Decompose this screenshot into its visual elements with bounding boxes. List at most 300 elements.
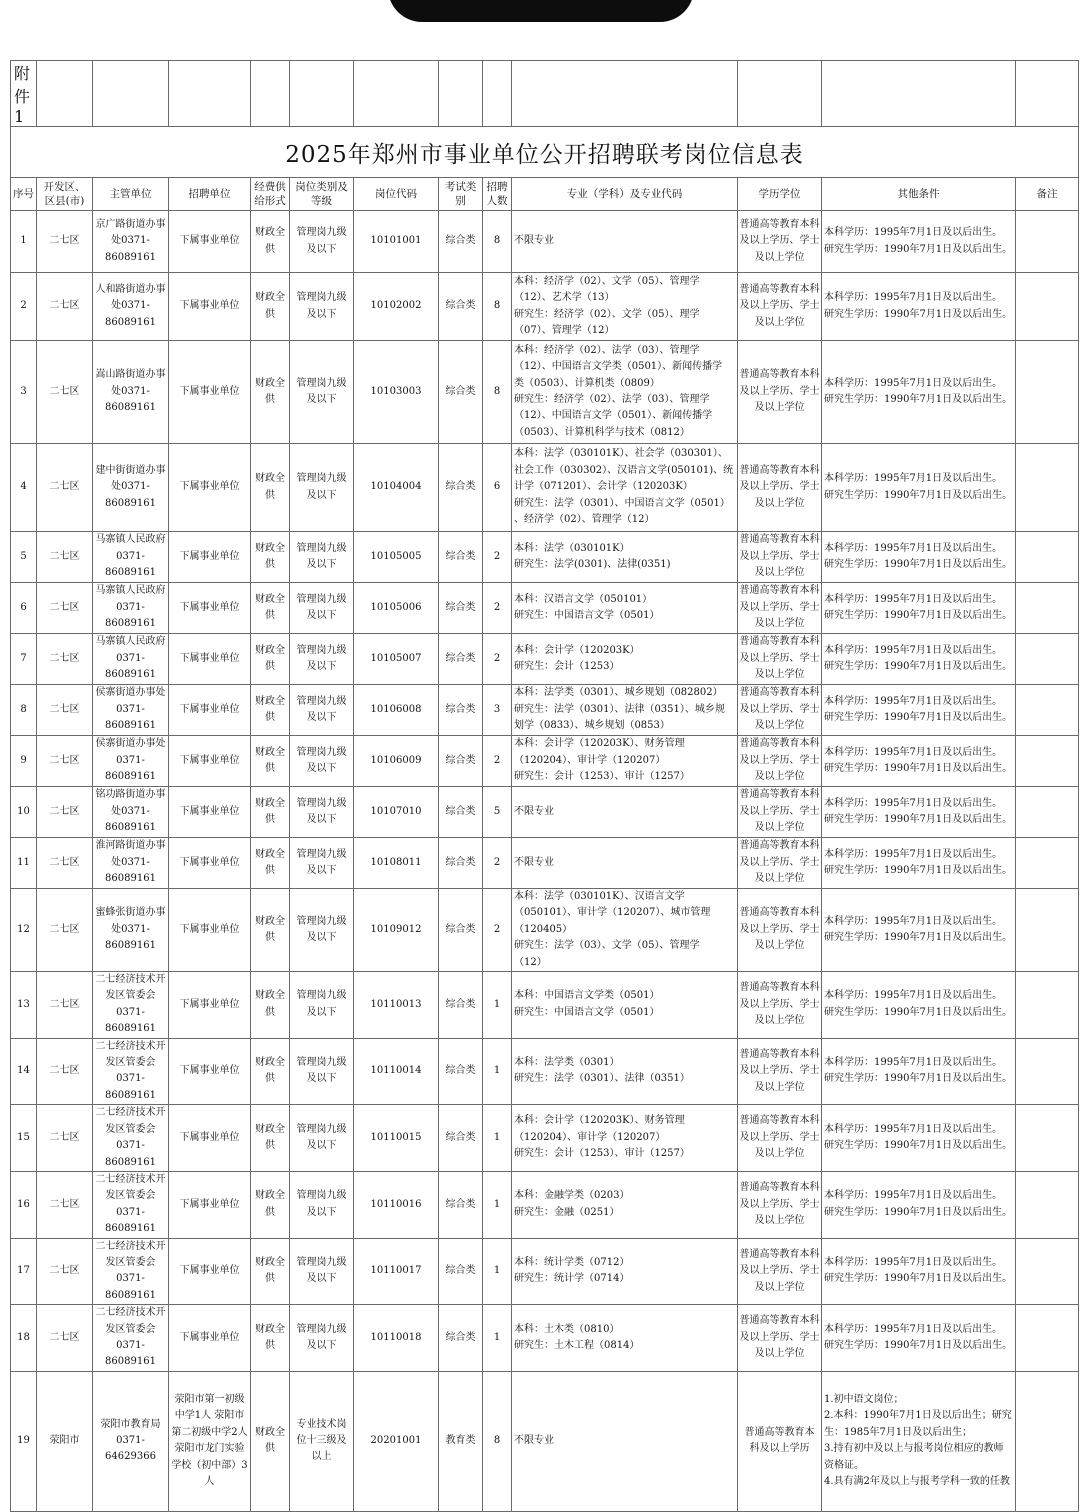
cell-post-type: 管理岗九级及以下 [290, 838, 354, 889]
cell-other-line: 研究生学历：1990年7月1日及以后出生。 [824, 1273, 1013, 1285]
cell-other [822, 736, 1016, 787]
cell-education-line: 普通高等教育本科 [739, 1115, 820, 1127]
cell-major-line: 本科：法学类（0301）、城乡规划（082802） [514, 687, 723, 699]
header-recruiter: 招聘单位 [169, 178, 251, 211]
cell-remark [1016, 736, 1079, 787]
cell-recruiter: 下属事业单位 [169, 273, 251, 341]
cell-major [512, 1038, 738, 1105]
page-title: 2025年郑州市事业单位公开招聘联考岗位信息表 [11, 127, 1079, 178]
cell-remark [1016, 634, 1079, 685]
cell-funding: 财政全供 [251, 634, 290, 685]
cell-education-line: 及以上学历、学士 [739, 601, 820, 613]
cell-education-line: 普通高等教育本科 [739, 738, 820, 750]
cell-major-line: （120204）、审计学（120207） [514, 1131, 666, 1143]
cell-supervisor: 蜜蜂张街道办事处0371-86089161 [93, 889, 169, 972]
cell-other-line: 本科学历：1995年7月1日及以后出生。 [824, 542, 1003, 554]
cell-post-code: 10110015 [354, 1105, 439, 1172]
cell-education-line: 及以上学历、学士 [739, 1265, 820, 1277]
cell-no: 18 [11, 1305, 37, 1372]
table-row [11, 583, 1079, 634]
cell-major-line: （07）、管理学（12） [514, 324, 615, 336]
cell-education-line: 普通高等教育本科 [739, 982, 820, 994]
cell-education-line: 及以上学位 [754, 402, 805, 414]
cell-other-line: 本科学历：1995年7月1日及以后出生。 [824, 1123, 1003, 1135]
cell-education-line: 及以上学位 [754, 1281, 805, 1293]
cell-funding: 财政全供 [251, 972, 290, 1039]
cell-major-line: 研究生：法学（0301）、法律（0351）、城乡规 [514, 703, 725, 715]
header-district: 开发区、区县(市) [37, 178, 93, 211]
cell-major-line: 本科：会计学（120203K）、财务管理 [514, 738, 685, 750]
cell-post-code: 10105007 [354, 634, 439, 685]
cell-district: 二七区 [37, 211, 93, 273]
cell-other [822, 532, 1016, 583]
cell-count: 2 [483, 634, 512, 685]
header-post-code: 岗位代码 [354, 178, 439, 211]
cell-exam-type: 综合类 [439, 889, 483, 972]
cell-other-line: 研究生学历：1990年7月1日及以后出生。 [824, 1140, 1013, 1152]
cell-education-line: 普通高等教育本科 [739, 283, 820, 295]
cell-post-code: 10101001 [354, 211, 439, 273]
cell-major-line: 本科：统计学类（0712） [514, 1256, 630, 1268]
cell-exam-type: 综合类 [439, 583, 483, 634]
cell-supervisor: 人和路街道办事处0371-86089161 [93, 273, 169, 341]
cell-education-line: 及以上学位 [754, 567, 805, 579]
cell-education [738, 1105, 822, 1172]
cell-count: 2 [483, 889, 512, 972]
cell-no: 7 [11, 634, 37, 685]
cell-education-line: 及以上学历、学士 [739, 652, 820, 664]
cell-education-line: 普通高等教育本科 [739, 1315, 820, 1327]
cell-other [822, 444, 1016, 532]
cell-no: 1 [11, 211, 37, 273]
cell-education [738, 972, 822, 1039]
cell-education-line: 及以上学位 [754, 618, 805, 630]
cell-other-line: 4.具有满2年及以上与报考学科一致的任教 [824, 1476, 1010, 1488]
cell-no: 10 [11, 787, 37, 838]
cell-district: 二七区 [37, 1238, 93, 1305]
cell-supervisor: 建中街街道办事处0371-86089161 [93, 444, 169, 532]
cell-education-line: 及以上学位 [754, 771, 805, 783]
cell-major [512, 583, 738, 634]
cell-funding: 财政全供 [251, 444, 290, 532]
cell-major-line: 研究生：中国语言文学（0501） [514, 610, 660, 621]
cell-count: 6 [483, 444, 512, 532]
cell-count: 1 [483, 1305, 512, 1372]
cell-other [822, 685, 1016, 736]
cell-major-line: （050101）、审计学（120207）、城市管理 [514, 907, 711, 919]
cell-major-line: 研究生：经济学（02）、法学（03）、管理学 [514, 394, 710, 405]
cell-district: 二七区 [37, 1105, 93, 1172]
cell-other-line: 本科学历：1995年7月1日及以后出生。 [824, 1190, 1003, 1202]
cell-major-line: （120405） [514, 923, 573, 935]
table-row [11, 889, 1079, 972]
cell-major-line: 本科：法学类（0301） [514, 1057, 620, 1069]
cell-count: 1 [483, 972, 512, 1039]
cell-supervisor: 马寨镇人民政府0371-86089161 [93, 634, 169, 685]
cell-post-type: 管理岗九级及以下 [290, 211, 354, 273]
spreadsheet [10, 60, 1078, 1512]
cell-education-line: 及以上学位 [754, 669, 805, 681]
cell-other [822, 1105, 1016, 1172]
cell-post-type: 管理岗九级及以下 [290, 1105, 354, 1172]
cell-no: 2 [11, 273, 37, 341]
cell-major [512, 211, 738, 273]
cell-major-line: 本科：中国语言文学类（0501） [514, 990, 660, 1002]
cell-supervisor: 马寨镇人民政府0371-86089161 [93, 532, 169, 583]
cell-post-code: 10107010 [354, 787, 439, 838]
cell-recruiter: 下属事业单位 [169, 838, 251, 889]
cell-other-line: 本科学历：1995年7月1日及以后出生。 [824, 915, 1003, 927]
cell-education-line: 及以上学位 [754, 1348, 805, 1360]
cell-remark [1016, 444, 1079, 532]
cell-other-line: 研究生学历：1990年7月1日及以后出生。 [824, 763, 1013, 774]
cell-exam-type: 教育类 [439, 1371, 483, 1511]
cell-funding: 财政全供 [251, 1371, 290, 1511]
cell-other-line: 研究生学历：1990年7月1日及以后出生。 [824, 1073, 1013, 1085]
cell-post-type: 管理岗九级及以下 [290, 634, 354, 685]
cell-post-code: 10110018 [354, 1305, 439, 1372]
cell-supervisor: 二七经济技术开发区管委会0371-86089161 [93, 1038, 169, 1105]
cell-exam-type: 综合类 [439, 211, 483, 273]
cell-district: 二七区 [37, 341, 93, 444]
cell-exam-type: 综合类 [439, 1171, 483, 1238]
cell-district: 二七区 [37, 736, 93, 787]
cell-major-line: 本科：金融学类（0203） [514, 1190, 630, 1202]
header-no: 序号 [11, 178, 37, 211]
header-count: 招聘人数 [483, 178, 512, 211]
cell-education-line: 及以上学历、学士 [739, 1331, 820, 1343]
cell-count: 1 [483, 1038, 512, 1105]
cell-other-line: 本科学历：1995年7月1日及以后出生。 [824, 746, 1003, 758]
cell-major [512, 787, 738, 838]
cell-remark [1016, 532, 1079, 583]
cell-education [738, 1038, 822, 1105]
cell-education-line: 及以上学位 [754, 497, 805, 509]
cell-remark [1016, 1371, 1079, 1511]
cell-funding: 财政全供 [251, 685, 290, 736]
cell-remark [1016, 1238, 1079, 1305]
cell-education [738, 736, 822, 787]
cell-major-line: 本科：汉语言文学（050101） [514, 593, 653, 605]
cell-remark [1016, 889, 1079, 972]
cell-supervisor: 京广路街道办事处0371-86089161 [93, 211, 169, 273]
cell-count: 8 [483, 273, 512, 341]
cell-education-line: 及以上学历、学士 [739, 550, 820, 562]
header-funding: 经费供给形式 [251, 178, 290, 211]
cell-other-line: 研究生学历：1990年7月1日及以后出生。 [824, 814, 1013, 825]
cell-district: 二七区 [37, 1038, 93, 1105]
table-row [11, 1371, 1079, 1511]
cell-remark [1016, 341, 1079, 444]
cell-count: 8 [483, 1371, 512, 1511]
cell-district: 二七区 [37, 787, 93, 838]
cell-major-line: 本科：法学（030101K） [514, 542, 630, 554]
cell-no: 17 [11, 1238, 37, 1305]
table-row [11, 444, 1079, 532]
cell-no: 14 [11, 1038, 37, 1105]
cell-remark [1016, 787, 1079, 838]
header-exam-type: 考试类别 [439, 178, 483, 211]
cell-district: 二七区 [37, 532, 93, 583]
cell-post-code: 10102002 [354, 273, 439, 341]
cell-no: 5 [11, 532, 37, 583]
cell-count: 1 [483, 1171, 512, 1238]
cell-major-line: 本科：会计学（120203K）、财务管理 [514, 1115, 685, 1127]
cell-major-line: （12） [514, 956, 547, 968]
cell-post-code: 10103003 [354, 341, 439, 444]
cell-post-code: 10105005 [354, 532, 439, 583]
cell-remark [1016, 1038, 1079, 1105]
cell-funding: 财政全供 [251, 583, 290, 634]
cell-major [512, 444, 738, 532]
cell-count: 1 [483, 1238, 512, 1305]
cell-major-line: 本科：法学（030101K）、汉语言文学 [514, 891, 685, 902]
cell-other [822, 211, 1016, 273]
cell-major [512, 634, 738, 685]
cell-count: 2 [483, 532, 512, 583]
cell-other [822, 583, 1016, 634]
cell-recruiter: 下属事业单位 [169, 1238, 251, 1305]
cell-other-line: 本科学历：1995年7月1日及以后出生。 [824, 292, 1003, 304]
cell-other [822, 838, 1016, 889]
cell-supervisor: 荥阳市教育局0371-64629366 [93, 1371, 169, 1511]
cell-recruiter: 下属事业单位 [169, 972, 251, 1039]
cell-post-code: 10110017 [354, 1238, 439, 1305]
cell-other-line: 本科学历：1995年7月1日及以后出生。 [824, 1057, 1003, 1069]
table-row [11, 211, 1079, 273]
cell-education-line: 及以上学历、学士 [739, 1065, 820, 1077]
cell-education [738, 341, 822, 444]
cell-other-line: 研究生学历：1990年7月1日及以后出生。 [824, 1339, 1013, 1351]
cell-other [822, 634, 1016, 685]
cell-major-line: 研究生：中国语言文学（0501） [514, 1006, 660, 1018]
cell-other [822, 273, 1016, 341]
cell-major [512, 972, 738, 1039]
cell-education [738, 685, 822, 736]
cell-post-type: 管理岗九级及以下 [290, 444, 354, 532]
cell-district: 二七区 [37, 838, 93, 889]
cell-no: 9 [11, 736, 37, 787]
cell-education-line: 普通高等教育本科 [739, 585, 820, 597]
cell-supervisor: 铭功路街道办事处0371-86089161 [93, 787, 169, 838]
cell-exam-type: 综合类 [439, 444, 483, 532]
table-row [11, 1105, 1079, 1172]
cell-other-line: 研究生学历：1990年7月1日及以后出生。 [824, 559, 1013, 570]
cell-post-code: 10106009 [354, 736, 439, 787]
cell-funding: 财政全供 [251, 1171, 290, 1238]
cell-recruiter: 下属事业单位 [169, 889, 251, 972]
cell-major-line: 不限专业 [514, 1435, 554, 1447]
cell-supervisor: 二七经济技术开发区管委会0371-86089161 [93, 1238, 169, 1305]
cell-major [512, 838, 738, 889]
cell-other-line: 3.持有初中及以上与报考岗位相应的教师 [824, 1443, 1004, 1455]
cell-count: 1 [483, 1105, 512, 1172]
cell-education [738, 211, 822, 273]
cell-major-line: 研究生：统计学（0714） [514, 1273, 630, 1285]
cell-major-line: 不限专业 [514, 805, 554, 817]
cell-supervisor: 二七经济技术开发区管委会0371-86089161 [93, 1105, 169, 1172]
cell-major-line: （120204）、审计学（120207） [514, 754, 666, 766]
cell-funding: 财政全供 [251, 532, 290, 583]
cell-count: 2 [483, 736, 512, 787]
cell-education-line: 普通高等教育本科 [739, 1048, 820, 1060]
cell-education-line: 及以上学位 [754, 1081, 805, 1093]
cell-no: 12 [11, 889, 37, 972]
cell-recruiter: 下属事业单位 [169, 1038, 251, 1105]
cell-education-line: 普通高等教育本 [744, 1426, 815, 1438]
cell-remark [1016, 972, 1079, 1039]
header-education: 学历学位 [738, 178, 822, 211]
cell-other-line: 本科学历：1995年7月1日及以后出生。 [824, 990, 1003, 1002]
cell-remark [1016, 211, 1079, 273]
cell-education-line: 及以上学位 [754, 1148, 805, 1160]
cell-education [738, 787, 822, 838]
cell-other-line: 本科学历：1995年7月1日及以后出生。 [824, 1323, 1003, 1335]
cell-funding: 财政全供 [251, 787, 290, 838]
cell-education-line: 普通高等教育本科 [739, 1248, 820, 1260]
cell-major-line: 研究生：法学(0301)、法律(0351) [514, 559, 671, 570]
cell-district: 二七区 [37, 889, 93, 972]
cell-post-code: 10105006 [354, 583, 439, 634]
cell-district: 二七区 [37, 583, 93, 634]
cell-other [822, 972, 1016, 1039]
cell-recruiter: 下属事业单位 [169, 211, 251, 273]
cell-supervisor: 二七经济技术开发区管委会0371-86089161 [93, 972, 169, 1039]
table-row [11, 532, 1079, 583]
cell-funding: 财政全供 [251, 838, 290, 889]
cell-funding: 财政全供 [251, 736, 290, 787]
cell-recruiter: 下属事业单位 [169, 1105, 251, 1172]
cell-exam-type: 综合类 [439, 341, 483, 444]
cell-education-line: 普通高等教育本科 [739, 218, 820, 230]
cell-recruiter: 荥阳市第一初级中学1人 荥阳市第二初级中学2人 荥阳市龙门实验学校（初中部）3人 [169, 1371, 251, 1511]
cell-major-line: 研究生：法学（0301）、中国语言文学（0501） [514, 497, 730, 509]
cell-education-line: 及以上学历、学士 [739, 481, 820, 493]
table-row [11, 1038, 1079, 1105]
cell-education-line: 普通高等教育本科 [739, 534, 820, 546]
cell-education-line: 普通高等教育本科 [739, 1182, 820, 1194]
cell-other [822, 787, 1016, 838]
cell-exam-type: 综合类 [439, 1105, 483, 1172]
cell-exam-type: 综合类 [439, 634, 483, 685]
cell-education-line: 普通高等教育本科 [739, 464, 820, 476]
header-post-type: 岗位类别及等级 [290, 178, 354, 211]
cell-other-line: 本科学历：1995年7月1日及以后出生。 [824, 227, 1003, 239]
cell-education-line: 及以上学历、学士 [739, 703, 820, 715]
cell-post-type: 管理岗九级及以下 [290, 532, 354, 583]
cell-exam-type: 综合类 [439, 532, 483, 583]
cell-no: 4 [11, 444, 37, 532]
cell-no: 11 [11, 838, 37, 889]
cell-recruiter: 下属事业单位 [169, 1305, 251, 1372]
cell-count: 2 [483, 838, 512, 889]
cell-other-line: 本科学历：1995年7月1日及以后出生。 [824, 848, 1003, 860]
cell-funding: 财政全供 [251, 273, 290, 341]
cell-education-line: 及以上学位 [754, 873, 805, 885]
cell-district: 二七区 [37, 685, 93, 736]
cell-funding: 财政全供 [251, 889, 290, 972]
cell-education [738, 532, 822, 583]
cell-supervisor: 二七经济技术开发区管委会0371-86089161 [93, 1171, 169, 1238]
cell-major [512, 889, 738, 972]
cell-post-type: 管理岗九级及以下 [290, 1305, 354, 1372]
cell-other-line: 研究生学历：1990年7月1日及以后出生。 [824, 932, 1013, 944]
cell-post-type: 管理岗九级及以下 [290, 685, 354, 736]
cell-education-line: 及以上学历、学士 [739, 923, 820, 935]
cell-education-line: 普通高等教育本科 [739, 840, 820, 852]
cell-post-code: 10110016 [354, 1171, 439, 1238]
cell-funding: 财政全供 [251, 341, 290, 444]
cell-post-code: 10109012 [354, 889, 439, 972]
cell-exam-type: 综合类 [439, 685, 483, 736]
cell-major [512, 532, 738, 583]
table-row [11, 273, 1079, 341]
cell-other-line: 生：1985年7月1日及以后出生； [824, 1426, 973, 1438]
cell-major-line: （0503）、计算机科学与技术（0812） [514, 426, 690, 438]
cell-education-line: 普通高等教育本科 [739, 636, 820, 648]
cell-other [822, 1038, 1016, 1105]
cell-supervisor: 嵩山路街道办事处0371-86089161 [93, 341, 169, 444]
cell-other-line: 研究生学历：1990年7月1日及以后出生。 [824, 243, 1013, 255]
cell-major [512, 341, 738, 444]
cell-post-code: 10110013 [354, 972, 439, 1039]
cell-education-line: 及以上学位 [754, 822, 805, 834]
cell-exam-type: 综合类 [439, 1038, 483, 1105]
table-row [11, 787, 1079, 838]
cell-remark [1016, 1105, 1079, 1172]
cell-education [738, 444, 822, 532]
cell-remark [1016, 685, 1079, 736]
cell-recruiter: 下属事业单位 [169, 444, 251, 532]
cell-no: 19 [11, 1371, 37, 1511]
header-other: 其他条件 [822, 178, 1016, 211]
cell-major [512, 1105, 738, 1172]
cell-recruiter: 下属事业单位 [169, 634, 251, 685]
cell-education-line: 及以上学位 [754, 316, 805, 328]
cell-post-code: 10110014 [354, 1038, 439, 1105]
cell-exam-type: 综合类 [439, 972, 483, 1039]
cell-education-line: 普通高等教育本科 [739, 789, 820, 801]
cell-exam-type: 综合类 [439, 273, 483, 341]
cell-post-type: 管理岗九级及以下 [290, 1238, 354, 1305]
cell-count: 5 [483, 787, 512, 838]
cell-other-line: 本科学历：1995年7月1日及以后出生。 [824, 797, 1003, 809]
cell-post-type: 管理岗九级及以下 [290, 341, 354, 444]
cell-no: 15 [11, 1105, 37, 1172]
cell-major-line: 本科：经济学（02）、文学（05）、管理学 [514, 275, 700, 287]
cell-major-line: （12）、艺术学（13） [514, 292, 615, 304]
cell-district: 二七区 [37, 273, 93, 341]
cell-post-type: 管理岗九级及以下 [290, 583, 354, 634]
cell-count: 8 [483, 211, 512, 273]
cell-major-line: （12）、中国语言文学（0501）、新闻传播学 [514, 410, 713, 422]
cell-major-line: 研究生：法学（0301）、法律（0351） [514, 1073, 690, 1085]
cell-education-line: 及以上学历、学士 [739, 805, 820, 817]
cell-other [822, 1171, 1016, 1238]
cell-education [738, 1238, 822, 1305]
cell-education-line: 及以上学位 [754, 251, 805, 263]
cell-recruiter: 下属事业单位 [169, 532, 251, 583]
cell-recruiter: 下属事业单位 [169, 341, 251, 444]
cell-education [738, 1305, 822, 1372]
cell-other-line: 本科学历：1995年7月1日及以后出生。 [824, 1256, 1003, 1268]
table-row [11, 736, 1079, 787]
cell-post-type: 管理岗九级及以下 [290, 1038, 354, 1105]
cell-education-line: 及以上学历、学士 [739, 300, 820, 312]
cell-district: 二七区 [37, 1171, 93, 1238]
cell-education-line: 及以上学历、学士 [739, 998, 820, 1010]
cell-education-line: 及以上学历、学士 [739, 856, 820, 868]
